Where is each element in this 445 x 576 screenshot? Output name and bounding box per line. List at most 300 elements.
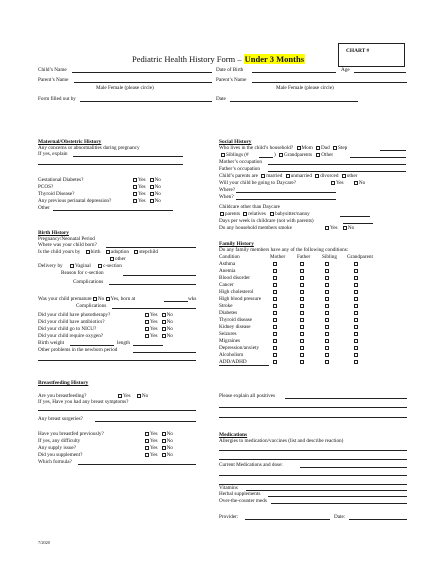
bf-item-no: No bbox=[166, 438, 173, 444]
grandparent-checkbox[interactable] bbox=[354, 269, 358, 273]
condition-label: Asthma bbox=[219, 261, 236, 267]
current-meds-field-2[interactable] bbox=[219, 475, 407, 476]
current-meds-label: Current Medications and dose: bbox=[219, 462, 283, 468]
who-lives-label: Who lives in the child’s household? bbox=[219, 145, 294, 151]
unmarried-checkbox[interactable] bbox=[286, 174, 290, 178]
bf-item-yes-no bbox=[145, 438, 173, 444]
bf-item-yes-checkbox[interactable] bbox=[145, 439, 149, 443]
sibling-checkbox[interactable] bbox=[325, 318, 329, 322]
sibling-checkbox[interactable] bbox=[325, 353, 329, 357]
grandparent-checkbox[interactable] bbox=[354, 311, 358, 315]
father-checkbox[interactable] bbox=[300, 339, 304, 343]
provider-field[interactable] bbox=[245, 519, 330, 520]
family-blank-line[interactable] bbox=[219, 365, 269, 366]
family-row bbox=[219, 275, 409, 281]
maternal-item-no: No bbox=[154, 198, 161, 204]
birth-where: Where was your child born? bbox=[38, 242, 97, 248]
mother-checkbox[interactable] bbox=[273, 297, 277, 301]
age-field[interactable] bbox=[354, 72, 406, 73]
mother-checkbox[interactable] bbox=[273, 276, 277, 280]
mother-checkbox[interactable] bbox=[273, 262, 277, 266]
other-option-row bbox=[110, 256, 126, 262]
siblings-row bbox=[221, 152, 249, 158]
maternal-item-yes-checkbox[interactable] bbox=[133, 199, 137, 203]
mother-checkbox[interactable] bbox=[273, 360, 277, 364]
where-field[interactable] bbox=[236, 192, 336, 193]
smoke-yes-no bbox=[325, 225, 354, 231]
sibling-checkbox[interactable] bbox=[325, 262, 329, 266]
mother-checkbox[interactable] bbox=[273, 325, 277, 329]
provider-label: Provider: bbox=[219, 514, 239, 520]
parents-other-checkbox[interactable] bbox=[342, 174, 346, 178]
adoption-checkbox[interactable] bbox=[106, 250, 110, 254]
condition-label: ADD/ADHD bbox=[219, 359, 247, 365]
birth-item-no-checkbox[interactable] bbox=[162, 327, 166, 331]
childcare-options bbox=[220, 211, 310, 217]
breastfeeding-q1: Are you breastfeeding? bbox=[38, 393, 87, 399]
provider-date-label: Date: bbox=[334, 514, 346, 520]
birth-weight-row bbox=[38, 340, 64, 346]
birth-item-yes-checkbox[interactable] bbox=[145, 313, 149, 317]
mother-checkbox[interactable] bbox=[273, 311, 277, 315]
child-name-field[interactable] bbox=[72, 72, 212, 73]
daycare-no-checkbox[interactable] bbox=[354, 181, 358, 185]
when-label: When? bbox=[219, 194, 234, 200]
maternal-q1b: If yes, explain bbox=[38, 151, 68, 157]
birth-weight-field[interactable] bbox=[70, 345, 114, 346]
grandparent-checkbox[interactable] bbox=[354, 332, 358, 336]
father-occ-field[interactable] bbox=[268, 171, 406, 172]
grandparent-checkbox[interactable] bbox=[354, 262, 358, 266]
divorced-checkbox[interactable] bbox=[315, 174, 319, 178]
birth-item-no-checkbox[interactable] bbox=[162, 334, 166, 338]
surgeries-label: Any breast surgeries? bbox=[38, 416, 83, 422]
birth-item-question: Did your child require oxygen? bbox=[38, 333, 104, 339]
family-question: Do any family members have any of the following conditions: bbox=[219, 247, 349, 253]
otc-label: Over-the-counter meds bbox=[219, 498, 267, 504]
mom-checkbox[interactable] bbox=[297, 146, 301, 150]
birth-item-yes-checkbox[interactable] bbox=[145, 320, 149, 324]
form-title-text: Pediatric Health History Form – bbox=[132, 54, 244, 64]
siblings-checkbox[interactable] bbox=[221, 153, 225, 157]
other-problems-field-2[interactable] bbox=[38, 360, 196, 361]
where-label: Where? bbox=[219, 187, 236, 193]
sibling-checkbox[interactable] bbox=[325, 297, 329, 301]
sibling-checkbox[interactable] bbox=[325, 311, 329, 315]
birth-item-yes-checkbox[interactable] bbox=[145, 327, 149, 331]
col-mother: Mother bbox=[270, 254, 286, 260]
grandparent-checkbox[interactable] bbox=[354, 325, 358, 329]
bf-item-no-checkbox[interactable] bbox=[162, 453, 166, 457]
complications-label: Complications bbox=[73, 279, 104, 285]
maternal-heading: Maternal/Obstetric History bbox=[38, 139, 102, 145]
other-problems-label: Other problems in the newborn period bbox=[38, 347, 118, 353]
birth-item-no-checkbox[interactable] bbox=[162, 313, 166, 317]
parent2-label: Parent’s Name bbox=[216, 77, 247, 83]
sibling-checkbox[interactable] bbox=[325, 332, 329, 336]
premature-yes-checkbox[interactable] bbox=[106, 297, 110, 301]
bf-item-question: Any supply issue? bbox=[38, 445, 77, 451]
family-row bbox=[219, 261, 409, 267]
condition-label: Diabetes bbox=[219, 310, 238, 316]
condition-label: Stroke bbox=[219, 303, 233, 309]
maternal-item-yes: Yes bbox=[138, 177, 146, 183]
vitamins-label: Vitamins bbox=[219, 485, 238, 491]
father-checkbox[interactable] bbox=[300, 283, 304, 287]
bf-item-question: If yes, any difficulty bbox=[38, 438, 81, 444]
grandparent-checkbox[interactable] bbox=[354, 276, 358, 280]
bf-item-yes-checkbox[interactable] bbox=[145, 432, 149, 436]
premature-label: Was your child premature bbox=[38, 296, 92, 302]
is-child-yours-label bbox=[38, 249, 158, 255]
days-field[interactable] bbox=[343, 223, 373, 224]
birth-item-yes: Yes bbox=[150, 333, 158, 339]
birth-item-question: Did your child go to NICU? bbox=[38, 326, 97, 332]
maternal-q1: Any concerns or abnormalities during pregnancy bbox=[38, 145, 140, 151]
grandparent-checkbox[interactable] bbox=[354, 318, 358, 322]
weeks-field[interactable] bbox=[164, 301, 188, 302]
breastfeeding-yes-checkbox[interactable] bbox=[118, 394, 122, 398]
explain-field-2[interactable] bbox=[219, 407, 407, 408]
current-meds-field-1[interactable] bbox=[300, 467, 407, 468]
dad-option: Dad bbox=[321, 145, 330, 151]
mother-checkbox[interactable] bbox=[273, 283, 277, 287]
daycare-yes-no bbox=[331, 180, 365, 186]
premature-no: No bbox=[97, 296, 105, 302]
father-checkbox[interactable] bbox=[300, 304, 304, 308]
birth-item-yes: Yes bbox=[150, 326, 158, 332]
grandparent-checkbox[interactable] bbox=[354, 283, 358, 287]
birth-item-question: Did your child have phototherapy? bbox=[38, 312, 111, 318]
birth-item-yes-no bbox=[145, 312, 173, 318]
parents-other-option: other bbox=[346, 173, 358, 179]
parents-are-label: Child’s parents are bbox=[219, 173, 258, 179]
formula-label: Which formula? bbox=[38, 459, 72, 465]
dad-checkbox[interactable] bbox=[316, 146, 320, 150]
adoption-option: adoption bbox=[110, 249, 129, 255]
parent1-label: Parent’s Name bbox=[38, 77, 69, 83]
mother-checkbox[interactable] bbox=[273, 339, 277, 343]
maternal-item-yes-checkbox[interactable] bbox=[133, 178, 137, 182]
maternal-item-yes-no bbox=[133, 191, 161, 197]
complications2-field[interactable] bbox=[112, 308, 196, 309]
father-checkbox[interactable] bbox=[300, 262, 304, 266]
parent1-sex[interactable]: Male Female (please circle) bbox=[96, 85, 154, 91]
mother-checkbox[interactable] bbox=[273, 353, 277, 357]
allergies-label: Allergies to medication/vaccines (list and describe reaction) bbox=[219, 438, 344, 444]
birth-item-yes-checkbox[interactable] bbox=[145, 334, 149, 338]
family-row bbox=[219, 296, 409, 302]
divorced-option: divorced bbox=[320, 173, 339, 179]
birth-where-field[interactable] bbox=[106, 247, 196, 248]
smoke-yes-checkbox[interactable] bbox=[325, 226, 329, 230]
bf-item-no-checkbox[interactable] bbox=[162, 439, 166, 443]
bf-item-yes-no bbox=[145, 452, 173, 458]
step-field[interactable] bbox=[380, 150, 406, 151]
father-checkbox[interactable] bbox=[300, 346, 304, 350]
maternal-item-no: No bbox=[154, 184, 161, 190]
bf-item-yes-no bbox=[145, 431, 173, 437]
babysitter-field[interactable] bbox=[340, 216, 370, 217]
who-lives-row bbox=[219, 145, 347, 151]
grandparent-checkbox[interactable] bbox=[354, 339, 358, 343]
chart-label: CHART # bbox=[346, 48, 370, 54]
sibling-checkbox[interactable] bbox=[325, 276, 329, 280]
condition-label: Alcoholism bbox=[219, 352, 244, 358]
daycare-yes-checkbox[interactable] bbox=[331, 181, 335, 185]
birth-item-no: No bbox=[166, 319, 173, 325]
family-row bbox=[219, 345, 409, 351]
smoke-no-checkbox[interactable] bbox=[343, 226, 347, 230]
family-row bbox=[219, 324, 409, 330]
bf-item-no-checkbox[interactable] bbox=[162, 432, 166, 436]
bf-item-yes: Yes bbox=[150, 431, 158, 437]
allergies-field-2[interactable] bbox=[219, 459, 407, 460]
social-other-checkbox[interactable] bbox=[316, 153, 320, 157]
maternal-item-yes: Yes bbox=[138, 184, 146, 190]
father-checkbox[interactable] bbox=[300, 290, 304, 294]
sibling-checkbox[interactable] bbox=[325, 283, 329, 287]
provider-date-field[interactable] bbox=[349, 519, 407, 520]
current-meds-field-3[interactable] bbox=[219, 484, 407, 485]
sibling-checkbox[interactable] bbox=[325, 339, 329, 343]
dob-field[interactable] bbox=[252, 72, 336, 73]
footer-code: 7/2020 bbox=[38, 540, 50, 545]
father-checkbox[interactable] bbox=[300, 353, 304, 357]
premature-no-checkbox[interactable] bbox=[93, 297, 97, 301]
father-occ-label: Father’s occupation bbox=[219, 166, 260, 172]
weeks-label: wks bbox=[188, 296, 197, 302]
child-name-label: Child’s Name bbox=[38, 67, 67, 73]
sibling-checkbox[interactable] bbox=[325, 269, 329, 273]
social-heading: Social History bbox=[219, 139, 252, 145]
mother-checkbox[interactable] bbox=[273, 269, 277, 273]
surgeries-field[interactable] bbox=[95, 421, 196, 422]
grandparent-checkbox[interactable] bbox=[354, 290, 358, 294]
mother-checkbox[interactable] bbox=[273, 304, 277, 308]
maternal-item-yes: Yes bbox=[138, 198, 146, 204]
father-checkbox[interactable] bbox=[300, 269, 304, 273]
birth-item-yes: Yes bbox=[150, 312, 158, 318]
condition-label: Kidney disease bbox=[219, 324, 251, 330]
breastfeeding-heading: Breastfeeding History bbox=[38, 380, 89, 386]
sibling-checkbox[interactable] bbox=[325, 290, 329, 294]
condition-label: Migraines bbox=[219, 338, 241, 344]
smoke-yes: Yes bbox=[330, 225, 338, 231]
mother-checkbox[interactable] bbox=[273, 332, 277, 336]
maternal-item-yes-checkbox[interactable] bbox=[133, 192, 137, 196]
birth-item-no: No bbox=[166, 326, 173, 332]
age-label: Age bbox=[341, 67, 350, 73]
date-label: Date bbox=[216, 96, 226, 102]
bf-item-yes-no bbox=[145, 445, 173, 451]
grandparent-checkbox[interactable] bbox=[354, 353, 358, 357]
sibling-checkbox[interactable] bbox=[325, 304, 329, 308]
bf-item-no: No bbox=[166, 445, 173, 451]
other-option: other bbox=[115, 256, 126, 262]
family-row bbox=[219, 317, 409, 323]
mom-option: Mom bbox=[301, 145, 313, 151]
family-row bbox=[219, 282, 409, 288]
bf-item-question: Have you breastfed previously? bbox=[38, 431, 104, 437]
father-checkbox[interactable] bbox=[300, 297, 304, 301]
premature-yes: Yes, born at bbox=[110, 296, 136, 302]
parent2-sex[interactable]: Male Female (please circle) bbox=[276, 85, 334, 91]
sibling-checkbox[interactable] bbox=[325, 325, 329, 329]
explain-field-1[interactable] bbox=[285, 398, 407, 399]
bf-item-yes: Yes bbox=[150, 445, 158, 451]
mother-occ-label: Mother’s occupation bbox=[219, 159, 262, 165]
family-heading: Family History bbox=[219, 241, 254, 247]
explain-field-3[interactable] bbox=[219, 417, 407, 418]
family-row bbox=[219, 310, 409, 316]
bf-item-no: No bbox=[166, 452, 173, 458]
col-grandparent: Grandparent bbox=[347, 254, 373, 260]
birth-item-no-checkbox[interactable] bbox=[162, 320, 166, 324]
grandparents-option: Grandparents bbox=[284, 152, 312, 158]
complications2-label: Complications bbox=[76, 303, 107, 309]
vaginal-option: Vaginal bbox=[74, 263, 91, 269]
breastfeeding-yes: Yes bbox=[123, 393, 131, 399]
grandparent-checkbox[interactable] bbox=[354, 360, 358, 364]
bf-item-no-checkbox[interactable] bbox=[162, 446, 166, 450]
date-field[interactable] bbox=[230, 101, 358, 102]
father-checkbox[interactable] bbox=[300, 332, 304, 336]
maternal-item-yes-checkbox[interactable] bbox=[133, 185, 137, 189]
condition-label: Seizures bbox=[219, 331, 237, 337]
married-checkbox[interactable] bbox=[261, 174, 265, 178]
maternal-item-yes-no bbox=[133, 177, 161, 183]
father-checkbox[interactable] bbox=[300, 318, 304, 322]
daycare-label: Will your child be going to Daycare? bbox=[219, 180, 297, 186]
vaginal-checkbox[interactable] bbox=[70, 264, 74, 268]
maternal-item-no-checkbox[interactable] bbox=[150, 185, 154, 189]
condition-label: Thyroid disease bbox=[219, 317, 252, 323]
maternal-other-label: Other bbox=[38, 205, 50, 211]
maternal-item-no: No bbox=[154, 177, 161, 183]
mother-checkbox[interactable] bbox=[273, 318, 277, 322]
when-field[interactable] bbox=[236, 199, 336, 200]
parent1-field[interactable] bbox=[74, 82, 212, 83]
father-checkbox[interactable] bbox=[300, 325, 304, 329]
herbal-field[interactable] bbox=[268, 496, 407, 497]
delivery-label: Delivery by bbox=[38, 263, 63, 269]
complications-field[interactable] bbox=[109, 284, 196, 285]
maternal-item-question: Gestational Diabetes? bbox=[38, 177, 84, 183]
other-checkbox[interactable] bbox=[110, 257, 114, 261]
bf-item-yes-checkbox[interactable] bbox=[145, 446, 149, 450]
maternal-item-no-checkbox[interactable] bbox=[150, 192, 154, 196]
maternal-item-question: PCOS? bbox=[38, 184, 54, 190]
csection-option: c-section bbox=[103, 263, 122, 269]
babysitter-checkbox[interactable] bbox=[270, 212, 274, 216]
birth-item-yes-no bbox=[145, 326, 173, 332]
filled-by-label: Form filled out by bbox=[38, 96, 76, 102]
other-problems-field[interactable] bbox=[133, 352, 196, 353]
maternal-other-field[interactable] bbox=[53, 210, 173, 211]
smoke-no: No bbox=[347, 225, 355, 231]
bf-item-yes: Yes bbox=[150, 438, 158, 444]
father-checkbox[interactable] bbox=[300, 276, 304, 280]
birth-item-no: No bbox=[166, 312, 173, 318]
grandparents-checkbox[interactable] bbox=[279, 153, 283, 157]
family-row bbox=[219, 338, 409, 344]
formula-field[interactable] bbox=[78, 464, 196, 465]
herbal-label: Herbal supplements bbox=[219, 491, 261, 497]
reason-field[interactable] bbox=[123, 275, 196, 276]
grandparent-checkbox[interactable] bbox=[354, 304, 358, 308]
step-option: Step bbox=[338, 145, 348, 151]
mother-occ-field[interactable] bbox=[268, 164, 406, 165]
siblings-count-field[interactable] bbox=[259, 157, 273, 158]
length-field[interactable] bbox=[133, 345, 163, 346]
otc-field[interactable] bbox=[271, 503, 407, 504]
length-label: length bbox=[117, 340, 130, 346]
father-checkbox[interactable] bbox=[300, 360, 304, 364]
allergies-field-1[interactable] bbox=[219, 450, 407, 451]
maternal-explain-field[interactable] bbox=[73, 156, 183, 157]
mother-checkbox[interactable] bbox=[273, 346, 277, 350]
csection-checkbox[interactable] bbox=[98, 264, 102, 268]
sibling-checkbox[interactable] bbox=[325, 360, 329, 364]
breastfeeding-no-checkbox[interactable] bbox=[137, 394, 141, 398]
father-checkbox[interactable] bbox=[300, 311, 304, 315]
breast-symptoms-field[interactable] bbox=[38, 410, 196, 411]
social-other-field[interactable] bbox=[350, 157, 406, 158]
explain-positives-label: Please explain all positives bbox=[219, 393, 276, 399]
form-title bbox=[132, 54, 305, 64]
birth-heading: Birth History bbox=[38, 230, 69, 236]
bf-item-yes: Yes bbox=[150, 452, 158, 458]
bf-item-question: Did you supplement? bbox=[38, 452, 83, 458]
birth-item-yes-no bbox=[145, 319, 173, 325]
vitamins-field[interactable] bbox=[246, 490, 407, 491]
parents-are-row bbox=[219, 173, 357, 179]
social-other-option: Other bbox=[321, 152, 334, 158]
condition-label: Cancer bbox=[219, 282, 234, 288]
chart-number-box[interactable] bbox=[338, 43, 405, 67]
family-row bbox=[219, 289, 409, 295]
maternal-item-yes-no bbox=[133, 184, 161, 190]
premature-row bbox=[38, 296, 135, 302]
maternal-explain-field-2[interactable] bbox=[38, 164, 183, 165]
grandparent-checkbox[interactable] bbox=[354, 346, 358, 350]
col-sibling: Sibling bbox=[322, 254, 337, 260]
parents-checkbox[interactable] bbox=[220, 212, 224, 216]
parent2-field[interactable] bbox=[252, 82, 407, 83]
step-checkbox[interactable] bbox=[333, 146, 337, 150]
parents-option: parents bbox=[225, 211, 240, 217]
filled-by-field[interactable] bbox=[80, 101, 212, 102]
birth-checkbox[interactable] bbox=[86, 250, 90, 254]
siblings-option: Siblings (# bbox=[226, 152, 249, 158]
sibling-checkbox[interactable] bbox=[325, 346, 329, 350]
maternal-item-no-checkbox[interactable] bbox=[150, 199, 154, 203]
is-child-yours-text: Is the child yours by bbox=[38, 249, 81, 255]
stepchild-checkbox[interactable] bbox=[134, 250, 138, 254]
delivery-row bbox=[38, 263, 122, 269]
birth-option: birth bbox=[90, 249, 101, 255]
maternal-item-no-checkbox[interactable] bbox=[150, 178, 154, 182]
maternal-item-yes: Yes bbox=[138, 191, 146, 197]
daycare-yes: Yes bbox=[336, 180, 344, 186]
childcare-label: Childcare other than Daycare bbox=[219, 204, 280, 210]
bf-item-yes-checkbox[interactable] bbox=[145, 453, 149, 457]
relatives-checkbox[interactable] bbox=[243, 212, 247, 216]
mother-checkbox[interactable] bbox=[273, 290, 277, 294]
grandparent-checkbox[interactable] bbox=[354, 297, 358, 301]
condition-label: Anemia bbox=[219, 268, 236, 274]
